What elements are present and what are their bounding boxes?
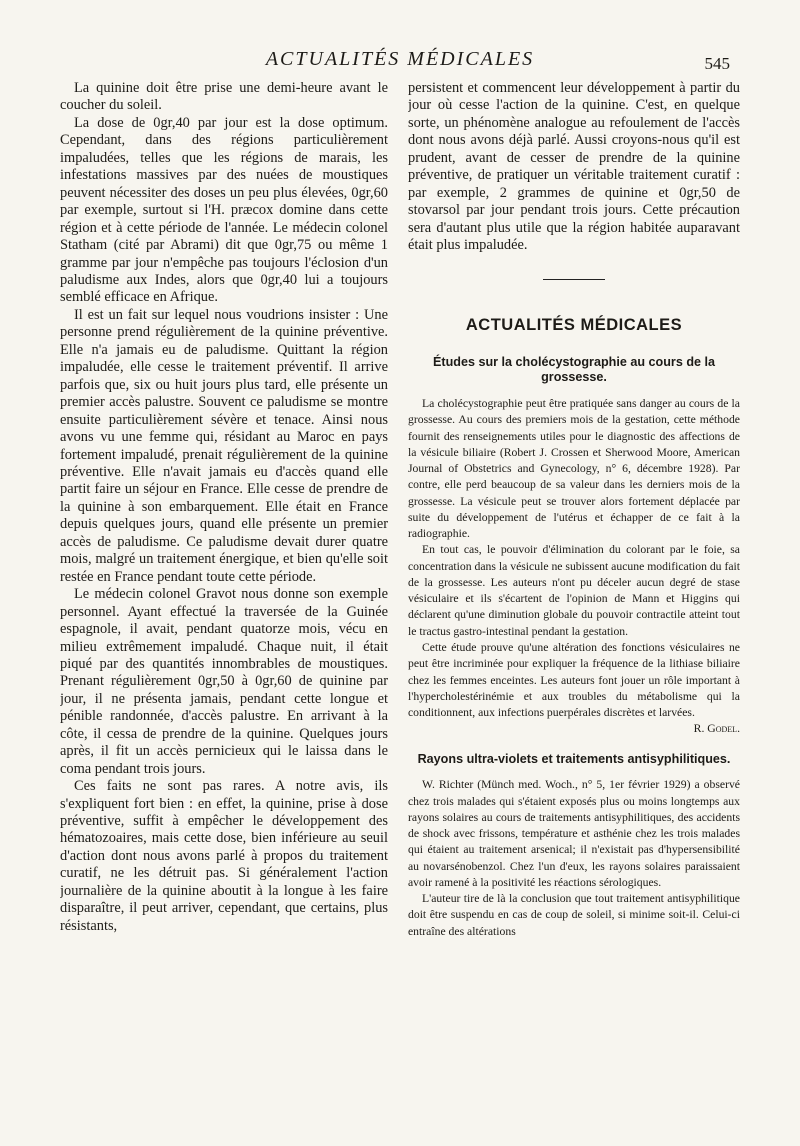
section-heading: ACTUALITÉS MÉDICALES — [465, 315, 683, 334]
section-divider — [543, 279, 605, 280]
left-column — [60, 80, 388, 1116]
author-signature: R. Godel. — [693, 722, 740, 736]
continuation-block — [408, 80, 740, 255]
page-number: 545 — [704, 54, 730, 73]
paragraph: La cholécystographie peut être pratiquée sans danger au cours de la grossesse. Au cours des premiers mois de la gestation, cette méthode fournit des renseignements utiles pour le diagnostic des affections de la vésicule biliaire (Robert J. Crossen et Sherwood Moore, American Journal of Obstetrics and Gynecology, n° 6, décembre 1928). Par contre, elle perd beaucoup de sa valeur dans les derniers mois de la grossesse. La vésicule peut se trouver alors fortement déplacée par suite du développement de l'utérus et échapper de ce fait à la radiographie. — [408, 397, 740, 541]
article — [408, 355, 740, 738]
article-title: Études sur la cholécystographie au cours de la grossesse. — [432, 354, 716, 385]
paragraph: En tout cas, le pouvoir d'élimination du colorant par le foie, sa concentration dans la vésicule ne subissent aucune modification du fait de la grossesse. Les auteurs n'ont pu déceler aucun degré de stase vésiculaire et ils s'écartent de l'opinion de Mann et Higgins qui déclarent qu'une diminution globale du pouvoir contractile atteint tout le tractus gastro-intestinal pendant la gestation. — [408, 543, 740, 638]
paragraph: persistent et commencent leur développement à partir du jour où cesse l'action de la quinine. C'est, en quelque sorte, un phénomène analogue au refoulement de l'accès dont nous avons déjà parlé. Aussi croyons-nous qu'il est prudent, avant de cesser de prendre de la quinine préventive, de pratiquer un véritable traitement curatif : par exemple, 2 grammes de quinine et 0gr,50 de stovarsol par jour pendant trois jours. Cette précaution sera d'autant plus utile que la région habitée auparavant était plus impaludée. — [408, 80, 740, 254]
right-column — [408, 80, 740, 1116]
paragraph: Le médecin colonel Gravot nous donne son exemple personnel. Ayant effectué la traversée de la Guinée espagnole, il avait, pendant quatorze mois, vécu en milieu extrêmement impaludé. Chaque nuit, il était piqué par des quantités innombrables de moustiques. Prenant régulièrement 0gr,50 à 0gr,60 de quinine par jour, il ne présenta jamais, pendant cette longue et pénible randonnée, d'accès palustre. En arrivant à la côte, il cessa de prendre de la quinine. Quelques jours après, il fit un accès pernicieux qui le laissa dans le coma pendant trois jours. — [60, 586, 388, 777]
paragraph: L'auteur tire de là la conclusion que tout traitement antisyphilitique doit être suspendu en cas de coup de soleil, si minime soit-il. Celui-ci entraîne des altérations — [408, 892, 740, 938]
paragraph: Ces faits ne sont pas rares. A notre avis, ils s'expliquent fort bien : en effet, la quinine, prise à dose préventive, suffit à empêcher le développement des hématozoaires, mais cette dose, bien inférieure au seuil d'action dont nous avons parlé à propos du traitement curatif, ne les détruit pas. Si généralement l'action journalière de la quinine aboutit à la longue à les faire disparaître, il peut arriver, cependant, que certains, plus résistants, — [60, 778, 388, 934]
running-title: ACTUALITÉS MÉDICALES — [265, 48, 535, 70]
paragraph: Cette étude prouve qu'une altération des fonctions vésiculaires ne peut être incriminée pour expliquer la fréquence de la lithiase biliaire chez les femmes enceintes. Les auteurs font jouer un rôle important à l'hypercholestérinémie et aux troubles du métabolisme qui la conditionnent, aux infections puerpérales discrètes et larvées. — [408, 640, 740, 720]
page-header — [0, 48, 800, 80]
article-title: Rayons ultra-violets et traitements antisyphilitiques. — [417, 751, 731, 766]
paragraph: La quinine doit être prise une demi-heure avant le coucher du soleil. — [60, 80, 388, 114]
paragraph: Il est un fait sur lequel nous voudrions insister : Une personne prend régulièrement de la quinine préventive. Elle n'a jamais eu de paludisme. Quittant la région impaludée, elle cesse le traitement préventif. Il arrive parfois que, six ou huit jours plus tard, elle présente un premier accès palustre. Souvent ce paludisme se montre ensuite particulièrement sévère et tenace. Ainsi nous avons vu une femme qui, résidant au Maroc en pays fortement impaludé, prenait régulièrement de la quinine préventive. Elle n'avait jamais eu d'accès quand elle partit faire un séjour en France. Elle cesse de prendre de la quinine à son embarquement. Elle était en France depuis quelques jours, quand elle présente un premier accès de paludisme. Ce paludisme devait durer quatre mois, malgré un traitement énergique, et bien qu'elle soit restée en France pendant toute cette période. — [60, 306, 388, 585]
paragraph: La dose de 0gr,40 par jour est la dose optimum. Cependant, dans des régions particulièrement impaludées, telles que les régions de marais, les infestations massives par des nuées de moustiques peuvent nécessiter des doses un peu plus élevées, 0gr,60 par exemple, surtout si l'H. præcox domine dans cette région et à cette période de l'année. Le médecin colonel Statham (cité par Abrami) dit que 0gr,75 ou même 1 gramme par jour n'empêche pas toujours l'éclosion d'un paludisme aux Indes, alors que 0gr,40 lui a toujours semblé efficace en Afrique. — [60, 114, 388, 306]
article — [408, 752, 740, 940]
paragraph: W. Richter (Münch med. Woch., n° 5, 1er février 1929) a observé chez trois malades qui s'étaient exposés plus ou moins longtemps aux rayons solaires au cours de traitements antisyphilitiques, des accidents de shock avec frissons, température et asthénie chez les trois malades qui étaient au traitement arsenical; il n'existait pas d'hypersensibilité au novarsénobenzol. Chez l'un d'eux, les rayons solaires paraissaient avoir ramené à la positivité les réactions sérologiques. — [408, 778, 740, 889]
